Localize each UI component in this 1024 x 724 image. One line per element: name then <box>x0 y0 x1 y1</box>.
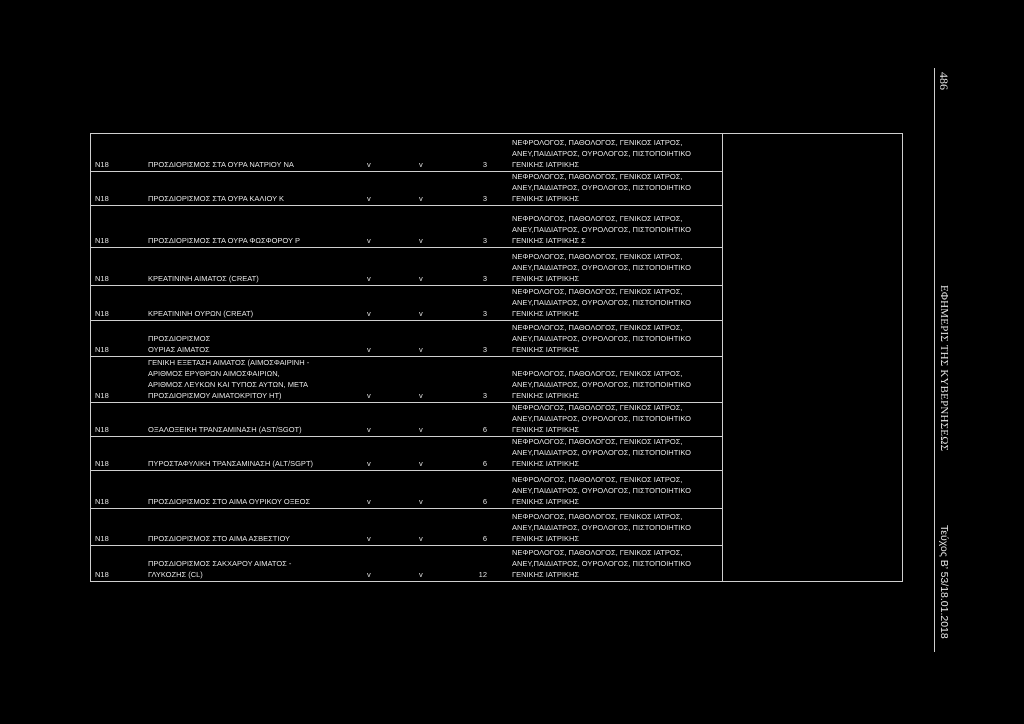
row-specialties <box>512 286 691 319</box>
row-value: 3 <box>482 274 487 283</box>
row-mark-1: v <box>367 345 371 354</box>
specialty-line: ΓΕΝΙΚΗΣ ΙΑΤΡΙΚΗΣ <box>512 391 580 400</box>
specialty-line: ΝΕΦΡΟΛΟΓΟΣ, ΠΑΘΟΛΟΓΟΣ, ΓΕΝΙΚΟΣ ΙΑΤΡΟΣ, <box>512 323 683 332</box>
row-value: 3 <box>482 309 487 318</box>
row-mark-1: v <box>367 391 371 400</box>
row-mark-2: v <box>419 425 423 434</box>
row-description <box>148 357 309 401</box>
row-code: N18 <box>95 497 109 506</box>
row-mark-2: v <box>419 345 423 354</box>
row-description <box>148 308 253 319</box>
row-value: 3 <box>482 345 487 354</box>
row-specialties <box>512 402 691 435</box>
row-description <box>148 533 290 544</box>
row-specialties <box>512 511 691 544</box>
specialty-line: ΓΕΝΙΚΗΣ ΙΑΤΡΙΚΗΣ Σ <box>512 236 586 245</box>
table-row <box>91 436 722 470</box>
row-mark-2: v <box>419 497 423 506</box>
description-line: ΓΛΥΚΟΖΗΣ (CL) <box>148 570 203 579</box>
row-specialties <box>512 171 691 204</box>
row-mark-2: v <box>419 274 423 283</box>
specialty-line: ΝΕΦΡΟΛΟΓΟΣ, ΠΑΘΟΛΟΓΟΣ, ΓΕΝΙΚΟΣ ΙΑΤΡΟΣ, <box>512 287 683 296</box>
row-specialties <box>512 474 691 507</box>
row-value: 3 <box>482 236 487 245</box>
row-description <box>148 333 210 355</box>
row-code: N18 <box>95 194 109 203</box>
row-description <box>148 273 259 284</box>
table-row <box>91 134 722 171</box>
specialty-line: ΝΕΦΡΟΛΟΓΟΣ, ΠΑΘΟΛΟΓΟΣ, ΓΕΝΙΚΟΣ ΙΑΤΡΟΣ, <box>512 138 683 147</box>
specialty-line: ΓΕΝΙΚΗΣ ΙΑΤΡΙΚΗΣ <box>512 497 580 506</box>
row-mark-1: v <box>367 194 371 203</box>
row-code: N18 <box>95 459 109 468</box>
row-specialties <box>512 368 691 401</box>
row-code: N18 <box>95 309 109 318</box>
description-line: ΓΕΝΙΚΗ ΕΞΕΤΑΣΗ ΑΙΜΑΤΟΣ (ΑΙΜΟΣΦΑΙΡΙΝΗ - <box>148 358 310 367</box>
specialty-line: ΝΕΦΡΟΛΟΓΟΣ, ΠΑΘΟΛΟΓΟΣ, ΓΕΝΙΚΟΣ ΙΑΤΡΟΣ, <box>512 437 683 446</box>
row-mark-2: v <box>419 391 423 400</box>
row-mark-2: v <box>419 309 423 318</box>
description-line: ΠΡΟΣΔΙΟΡΙΣΜΟΣ ΣΤΟ ΑΙΜΑ ΑΣΒΕΣΤΙΟΥ <box>148 534 291 543</box>
description-line: ΟΞΑΛΟΞΕΙΚΗ ΤΡΑΝΣΑΜΙΝΑΣΗ (AST/SGOT) <box>148 425 302 434</box>
row-code: N18 <box>95 534 109 543</box>
table-row <box>91 320 722 356</box>
specialty-line: ΓΕΝΙΚΗΣ ΙΑΤΡΙΚΗΣ <box>512 309 580 318</box>
exam-table <box>90 133 903 582</box>
row-code: N18 <box>95 236 109 245</box>
row-description <box>148 424 302 435</box>
specialty-line: ΓΕΝΙΚΗΣ ΙΑΤΡΙΚΗΣ <box>512 194 580 203</box>
row-mark-2: v <box>419 236 423 245</box>
row-value: 12 <box>478 570 487 579</box>
table-row <box>91 545 722 581</box>
description-line: ΠΡΟΣΔΙΟΡΙΣΜΟΥ ΑΙΜΑΤΟΚΡΙΤΟΥ HT) <box>148 391 282 400</box>
specialty-line: ΓΕΝΙΚΗΣ ΙΑΤΡΙΚΗΣ <box>512 274 580 283</box>
table-row <box>91 285 722 320</box>
specialty-line: ΝΕΦΡΟΛΟΓΟΣ, ΠΑΘΟΛΟΓΟΣ, ΓΕΝΙΚΟΣ ΙΑΤΡΟΣ, <box>512 214 683 223</box>
row-code: N18 <box>95 160 109 169</box>
row-description <box>148 159 294 170</box>
row-mark-1: v <box>367 497 371 506</box>
specialty-line: ΓΕΝΙΚΗΣ ΙΑΤΡΙΚΗΣ <box>512 345 580 354</box>
row-mark-2: v <box>419 160 423 169</box>
row-mark-1: v <box>367 309 371 318</box>
table-row <box>91 247 722 285</box>
specialty-line: ΑΝΕΥ,ΠΑΙΔΙΑΤΡΟΣ, ΟΥΡΟΛΟΓΟΣ, ΠΙΣΤΟΠΟΙΗΤΙΚΟ <box>512 263 691 272</box>
specialty-line: ΑΝΕΥ,ΠΑΙΔΙΑΤΡΟΣ, ΟΥΡΟΛΟΓΟΣ, ΠΙΣΤΟΠΟΙΗΤΙΚΟ <box>512 448 691 457</box>
journal-title: ΕΦΗΜΕΡΙΣ ΤΗΣ ΚΥΒΕΡΝΗΣΕΩΣ <box>938 285 950 452</box>
row-value: 6 <box>482 497 487 506</box>
description-line: ΚΡΕΑΤΙΝΙΝΗ ΟΥΡΩΝ (CREAT) <box>148 309 254 318</box>
row-mark-2: v <box>419 534 423 543</box>
row-value: 3 <box>482 194 487 203</box>
table-row <box>91 508 722 545</box>
row-description <box>148 458 313 469</box>
specialty-line: ΝΕΦΡΟΛΟΓΟΣ, ΠΑΘΟΛΟΓΟΣ, ΓΕΝΙΚΟΣ ΙΑΤΡΟΣ, <box>512 252 683 261</box>
remarks-column <box>723 134 902 581</box>
row-mark-1: v <box>367 160 371 169</box>
description-line: ΠΡΟΣΔΙΟΡΙΣΜΟΣ ΣΤΑ ΟΥΡΑ ΝΑΤΡΙΟΥ NA <box>148 160 294 169</box>
row-code: N18 <box>95 425 109 434</box>
specialty-line: ΑΝΕΥ,ΠΑΙΔΙΑΤΡΟΣ, ΟΥΡΟΛΟΓΟΣ, ΠΙΣΤΟΠΟΙΗΤΙΚΟ <box>512 523 691 532</box>
description-line: ΠΡΟΣΔΙΟΡΙΣΜΟΣ ΣΤΑ ΟΥΡΑ ΦΩΣΦΟΡΟΥ P <box>148 236 300 245</box>
specialty-line: ΑΝΕΥ,ΠΑΙΔΙΑΤΡΟΣ, ΟΥΡΟΛΟΓΟΣ, ΠΙΣΤΟΠΟΙΗΤΙΚΟ <box>512 486 691 495</box>
row-mark-1: v <box>367 570 371 579</box>
description-line: ΠΡΟΣΔΙΟΡΙΣΜΟΣ ΣΤΟ ΑΙΜΑ ΟΥΡΙΚΟΥ ΟΞΕΟΣ <box>148 497 311 506</box>
specialty-line: ΓΕΝΙΚΗΣ ΙΑΤΡΙΚΗΣ <box>512 425 580 434</box>
description-line: ΑΡΙΘΜΟΣ ΛΕΥΚΩΝ ΚΑΙ ΤΥΠΟΣ ΑΥΤΩΝ, ΜΕΤΑ <box>148 380 308 389</box>
specialty-line: ΝΕΦΡΟΛΟΓΟΣ, ΠΑΘΟΛΟΓΟΣ, ΓΕΝΙΚΟΣ ΙΑΤΡΟΣ, <box>512 172 683 181</box>
description-line: ΠΡΟΣΔΙΟΡΙΣΜΟΣ ΣΑΚΧΑΡΟΥ ΑΙΜΑΤΟΣ - <box>148 559 292 568</box>
page-number: 486 <box>937 72 951 90</box>
table-row <box>91 171 722 205</box>
row-specialties <box>512 547 691 580</box>
description-line: ΠΥΡΟΣΤΑΦΥΛΙΚΗ ΤΡΑΝΣΑΜΙΝΑΣΗ (ALT/SGPT) <box>148 459 314 468</box>
row-value: 3 <box>482 160 487 169</box>
specialty-line: ΑΝΕΥ,ΠΑΙΔΙΑΤΡΟΣ, ΟΥΡΟΛΟΓΟΣ, ΠΙΣΤΟΠΟΙΗΤΙΚΟ <box>512 414 691 423</box>
row-mark-1: v <box>367 534 371 543</box>
row-mark-1: v <box>367 236 371 245</box>
row-mark-1: v <box>367 274 371 283</box>
specialty-line: ΑΝΕΥ,ΠΑΙΔΙΑΤΡΟΣ, ΟΥΡΟΛΟΓΟΣ, ΠΙΣΤΟΠΟΙΗΤΙΚΟ <box>512 298 691 307</box>
specialty-line: ΑΝΕΥ,ΠΑΙΔΙΑΤΡΟΣ, ΟΥΡΟΛΟΓΟΣ, ΠΙΣΤΟΠΟΙΗΤΙΚΟ <box>512 149 691 158</box>
table-body <box>91 134 723 581</box>
row-code: N18 <box>95 570 109 579</box>
specialty-line: ΑΝΕΥ,ΠΑΙΔΙΑΤΡΟΣ, ΟΥΡΟΛΟΓΟΣ, ΠΙΣΤΟΠΟΙΗΤΙΚΟ <box>512 334 691 343</box>
row-value: 3 <box>482 391 487 400</box>
table-row <box>91 402 722 436</box>
row-value: 6 <box>482 459 487 468</box>
row-code: N18 <box>95 274 109 283</box>
row-mark-2: v <box>419 570 423 579</box>
row-description <box>148 193 284 204</box>
specialty-line: ΑΝΕΥ,ΠΑΙΔΙΑΤΡΟΣ, ΟΥΡΟΛΟΓΟΣ, ΠΙΣΤΟΠΟΙΗΤΙΚΟ <box>512 559 691 568</box>
specialty-line: ΝΕΦΡΟΛΟΓΟΣ, ΠΑΘΟΛΟΓΟΣ, ΓΕΝΙΚΟΣ ΙΑΤΡΟΣ, <box>512 369 683 378</box>
row-description <box>148 496 310 507</box>
description-line: ΚΡΕΑΤΙΝΙΝΗ ΑΙΜΑΤΟΣ (CREAT) <box>148 274 259 283</box>
specialty-line: ΑΝΕΥ,ΠΑΙΔΙΑΤΡΟΣ, ΟΥΡΟΛΟΓΟΣ, ΠΙΣΤΟΠΟΙΗΤΙΚΟ <box>512 380 691 389</box>
row-specialties <box>512 213 691 246</box>
row-specialties <box>512 322 691 355</box>
specialty-line: ΑΝΕΥ,ΠΑΙΔΙΑΤΡΟΣ, ΟΥΡΟΛΟΓΟΣ, ΠΙΣΤΟΠΟΙΗΤΙΚΟ <box>512 225 691 234</box>
issue-info: Τεύχος Β’ 53/18.01.2018 <box>938 525 950 639</box>
table-row <box>91 356 722 402</box>
row-description <box>148 235 300 246</box>
row-specialties <box>512 251 691 284</box>
row-mark-2: v <box>419 194 423 203</box>
description-line: ΑΡΙΘΜΟΣ ΕΡΥΘΡΩΝ ΑΙΜΟΣΦΑΙΡΙΩΝ, <box>148 369 280 378</box>
table-row <box>91 205 722 247</box>
table-row <box>91 470 722 508</box>
specialty-line: ΑΝΕΥ,ΠΑΙΔΙΑΤΡΟΣ, ΟΥΡΟΛΟΓΟΣ, ΠΙΣΤΟΠΟΙΗΤΙΚΟ <box>512 183 691 192</box>
row-value: 6 <box>482 425 487 434</box>
specialty-line: ΝΕΦΡΟΛΟΓΟΣ, ΠΑΘΟΛΟΓΟΣ, ΓΕΝΙΚΟΣ ΙΑΤΡΟΣ, <box>512 403 683 412</box>
row-specialties <box>512 436 691 469</box>
row-code: N18 <box>95 391 109 400</box>
specialty-line: ΓΕΝΙΚΗΣ ΙΑΤΡΙΚΗΣ <box>512 160 580 169</box>
row-value: 6 <box>482 534 487 543</box>
row-description <box>148 558 291 580</box>
specialty-line: ΝΕΦΡΟΛΟΓΟΣ, ΠΑΘΟΛΟΓΟΣ, ΓΕΝΙΚΟΣ ΙΑΤΡΟΣ, <box>512 475 683 484</box>
row-mark-1: v <box>367 425 371 434</box>
row-code: N18 <box>95 345 109 354</box>
header-rule <box>934 68 935 652</box>
specialty-line: ΓΕΝΙΚΗΣ ΙΑΤΡΙΚΗΣ <box>512 534 580 543</box>
specialty-line: ΝΕΦΡΟΛΟΓΟΣ, ΠΑΘΟΛΟΓΟΣ, ΓΕΝΙΚΟΣ ΙΑΤΡΟΣ, <box>512 512 683 521</box>
row-specialties <box>512 137 691 170</box>
description-line: ΟΥΡΙΑΣ ΑΙΜΑΤΟΣ <box>148 345 210 354</box>
description-line: ΠΡΟΣΔΙΟΡΙΣΜΟΣ ΣΤΑ ΟΥΡΑ ΚΑΛΙΟΥ Κ <box>148 194 285 203</box>
specialty-line: ΓΕΝΙΚΗΣ ΙΑΤΡΙΚΗΣ <box>512 570 580 579</box>
description-line: ΠΡΟΣΔΙΟΡΙΣΜΟΣ <box>148 334 211 343</box>
specialty-line: ΓΕΝΙΚΗΣ ΙΑΤΡΙΚΗΣ <box>512 459 580 468</box>
specialty-line: ΝΕΦΡΟΛΟΓΟΣ, ΠΑΘΟΛΟΓΟΣ, ΓΕΝΙΚΟΣ ΙΑΤΡΟΣ, <box>512 548 683 557</box>
row-mark-1: v <box>367 459 371 468</box>
row-mark-2: v <box>419 459 423 468</box>
